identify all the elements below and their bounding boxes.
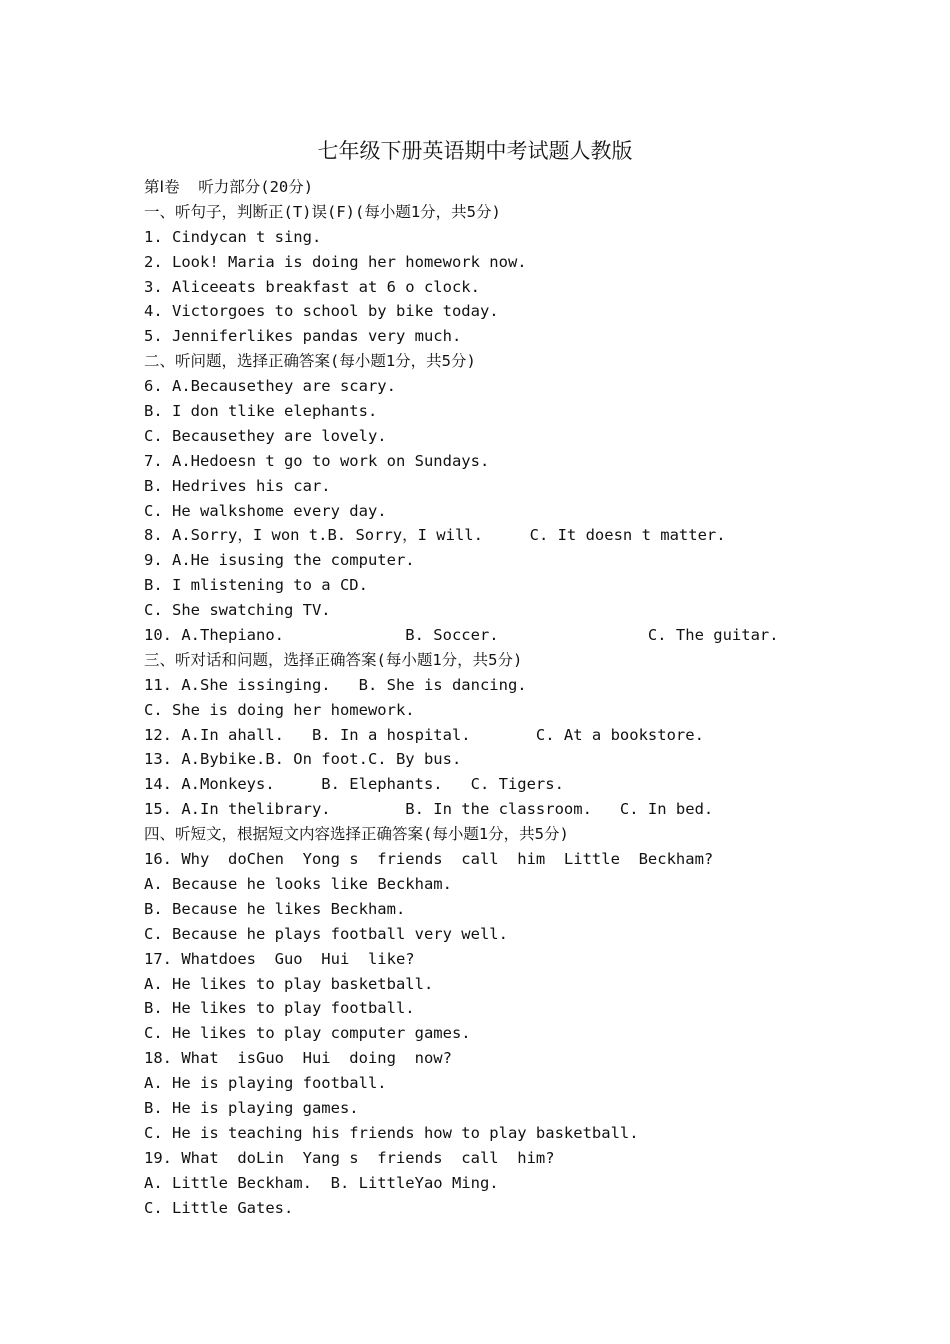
text-line: 7. A.Hedoesn t go to work on Sundays. bbox=[144, 451, 490, 470]
text-line: 17. Whatdoes Guo Hui like? bbox=[144, 949, 415, 968]
document-title: 七年级下册英语期中考试题人教版 bbox=[317, 139, 633, 163]
text-line: 6. A.Becausethey are scary. bbox=[144, 377, 396, 396]
text-line: 8. A.Sorry，I won t.B. Sorry，I will. C. It doesn t matter. bbox=[144, 526, 726, 545]
text-line: C. Little Gates. bbox=[144, 1198, 294, 1217]
text-line: 四、听短文，根据短文内容选择正确答案(每小题1分，共5分) bbox=[144, 825, 569, 844]
text-line: B. He is playing games. bbox=[144, 1098, 359, 1117]
text-line: 3. Aliceeats breakfast at 6 o clock. bbox=[144, 277, 480, 296]
text-line: B. Because he likes Beckham. bbox=[144, 899, 406, 918]
text-line: B. I don tlike elephants. bbox=[144, 402, 378, 421]
text-line: C. He is teaching his friends how to play basketball. bbox=[144, 1123, 639, 1142]
text-line: C. Becausethey are lovely. bbox=[144, 426, 387, 445]
text-line: 三、听对话和问题，选择正确答案(每小题1分，共5分) bbox=[144, 650, 523, 669]
text-line: 11. A.She issinging. B. She is dancing. bbox=[144, 675, 527, 694]
text-line: C. He likes to play computer games. bbox=[144, 1024, 471, 1043]
text-line: 12. A.In ahall. B. In a hospital. C. At a bookstore. bbox=[144, 725, 704, 744]
text-line: 15. A.In thelibrary. B. In the classroom. C. In bed. bbox=[144, 800, 714, 819]
text-line: 二、听问题，选择正确答案(每小题1分，共5分) bbox=[144, 352, 476, 371]
text-line: C. He walkshome every day. bbox=[144, 501, 387, 520]
text-line: A. He likes to play basketball. bbox=[144, 974, 434, 993]
text-line: 5. Jenniferlikes pandas very much. bbox=[144, 327, 462, 346]
text-line: 第Ⅰ卷 听力部分(20分) bbox=[144, 178, 314, 196]
text-line: A. He is playing football. bbox=[144, 1074, 387, 1093]
text-line: B. He likes to play football. bbox=[144, 999, 415, 1018]
text-line: B. I mlistening to a CD. bbox=[144, 576, 368, 595]
text-line: A. Little Beckham. B. LittleYao Ming. bbox=[144, 1173, 499, 1192]
text-line: B. Hedrives his car. bbox=[144, 476, 331, 495]
text-line: 10. A.Thepiano. B. Soccer. C. The guitar. bbox=[144, 626, 779, 645]
text-line: 9. A.He isusing the computer. bbox=[144, 551, 415, 570]
text-line: 14. A.Monkeys. B. Elephants. C. Tigers. bbox=[144, 775, 564, 794]
text-line: 2. Look! Maria is doing her homework now. bbox=[144, 252, 527, 271]
text-line: 4. Victorgoes to school by bike today. bbox=[144, 302, 499, 321]
text-line: C. Because he plays football very well. bbox=[144, 924, 508, 943]
text-line: 一、听句子，判断正(T)误(F)(每小题1分，共5分) bbox=[144, 202, 501, 221]
document-body bbox=[144, 175, 864, 1220]
text-line: C. She swatching TV. bbox=[144, 601, 331, 620]
text-line: 19. What doLin Yang s friends call him? bbox=[144, 1148, 555, 1167]
text-line: 13. A.Bybike.B. On foot.C. By bus. bbox=[144, 750, 462, 769]
text-line: 16. Why doChen Yong s friends call him Little Beckham? bbox=[144, 850, 714, 869]
text-line: A. Because he looks like Beckham. bbox=[144, 874, 452, 893]
text-line: 18. What isGuo Hui doing now? bbox=[144, 1049, 452, 1068]
text-line: C. She is doing her homework. bbox=[144, 700, 415, 719]
text-line: 1. Cindycan t sing. bbox=[144, 227, 322, 246]
